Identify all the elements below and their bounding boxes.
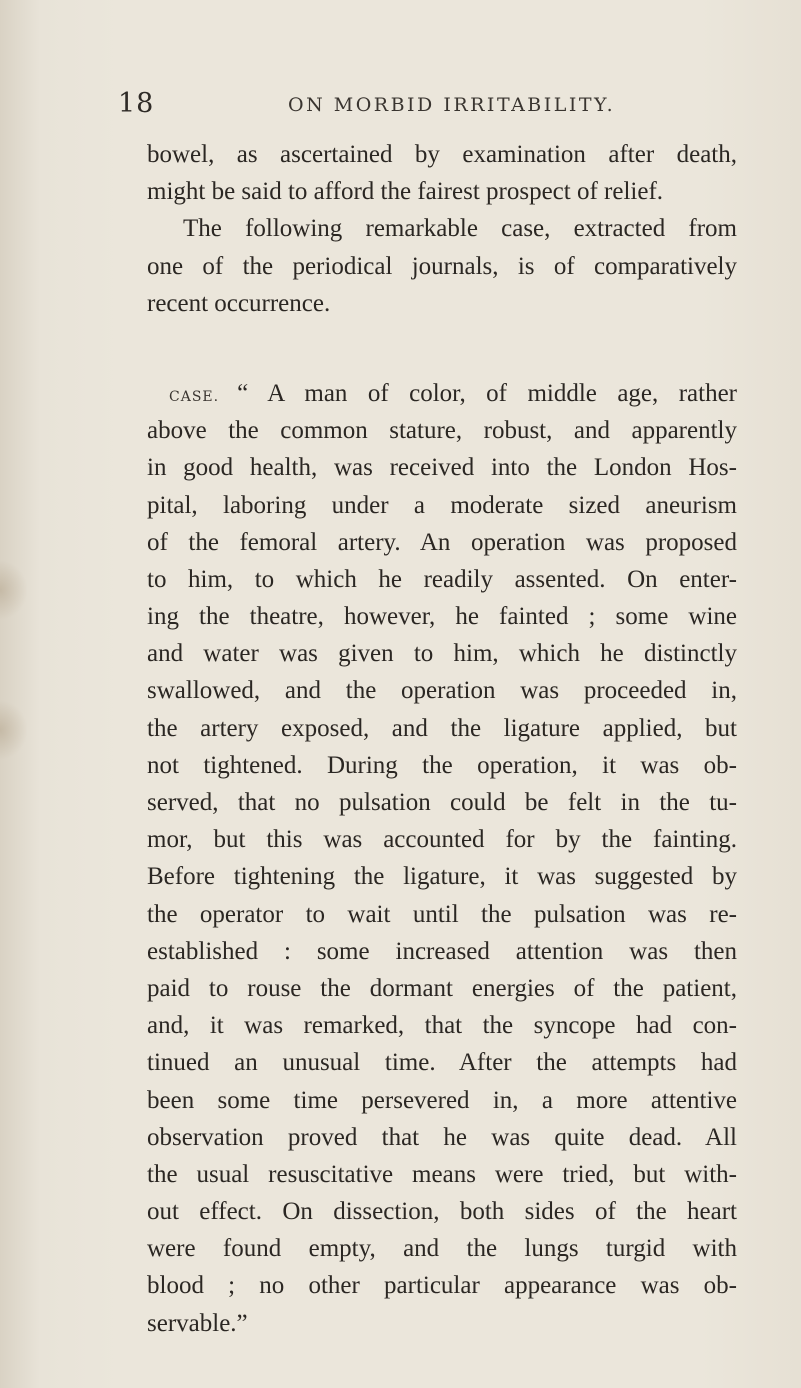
text-line: of the femoral artery. An operation was proposed	[147, 528, 737, 556]
text-line: been some time persevered in, a more attentive	[147, 1086, 737, 1114]
text-line: ing the theatre, however, he fainted ; some wine	[147, 603, 737, 631]
text-line: observation proved that he was quite dead. All	[147, 1123, 737, 1151]
text-line: in good health, was received into the London Hos-	[147, 454, 737, 482]
text-line: out effect. On dissection, both sides of the heart	[147, 1198, 737, 1226]
text-line: established : some increased attention was then	[147, 937, 737, 965]
text-line: Before tightening the ligature, it was suggested by	[147, 863, 737, 891]
text-line: recent occurrence.	[147, 289, 331, 317]
running-head: ON MORBID IRRITABILITY.	[288, 94, 616, 116]
text-line: to him, to which he readily assented. On enter-	[147, 565, 737, 593]
case-heading-line	[147, 375, 737, 412]
text-line: were found empty, and the lungs turgid with	[147, 1235, 737, 1263]
page-header	[118, 88, 758, 118]
text-line: bowel, as ascertained by examination after death,	[147, 141, 737, 168]
text-line: swallowed, and the operation was proceeded in,	[147, 677, 737, 705]
text-line: and water was given to him, which he distinctly	[147, 640, 737, 668]
text-line: tinued an unusual time. After the attempts had	[147, 1049, 737, 1077]
text-line: served, that no pulsation could be felt in the tu-	[147, 789, 737, 816]
text-line: and, it was remarked, that the syncope had con-	[147, 1012, 737, 1040]
text-line: The following remarkable case, extracted from	[183, 215, 737, 243]
text-line: might be said to afford the fairest prospect of relief.	[147, 178, 664, 206]
case-paragraph	[147, 412, 737, 1342]
text-line: “ A man of color, of middle age, rather	[237, 379, 737, 407]
body-text	[147, 136, 737, 1342]
text-line: blood ; no other particular appearance was ob-	[147, 1272, 737, 1300]
text-line: the usual resuscitative means were tried, but with-	[147, 1160, 737, 1188]
text-line: not tightened. During the operation, it was ob-	[147, 751, 737, 779]
text-line: mor, but this was accounted for by the fainting.	[147, 826, 737, 854]
text-line: pital, laboring under a moderate sized aneurism	[147, 491, 737, 519]
text-line: the operator to wait until the pulsation was re-	[147, 900, 737, 928]
case-label: CASE.	[169, 388, 220, 405]
text-line: above the common stature, robust, and apparently	[147, 417, 737, 445]
page-number: 18	[118, 88, 155, 119]
text-line: paid to rouse the dormant energies of the patient,	[147, 974, 737, 1002]
text-line: servable.”	[147, 1309, 248, 1337]
page-edge-stain	[0, 560, 28, 620]
text-line: the artery exposed, and the ligature applied, but	[147, 714, 737, 742]
text-line: one of the periodical journals, is of comparatively	[147, 252, 737, 280]
page-edge-stain	[0, 700, 28, 760]
paragraph-gap	[147, 322, 737, 375]
